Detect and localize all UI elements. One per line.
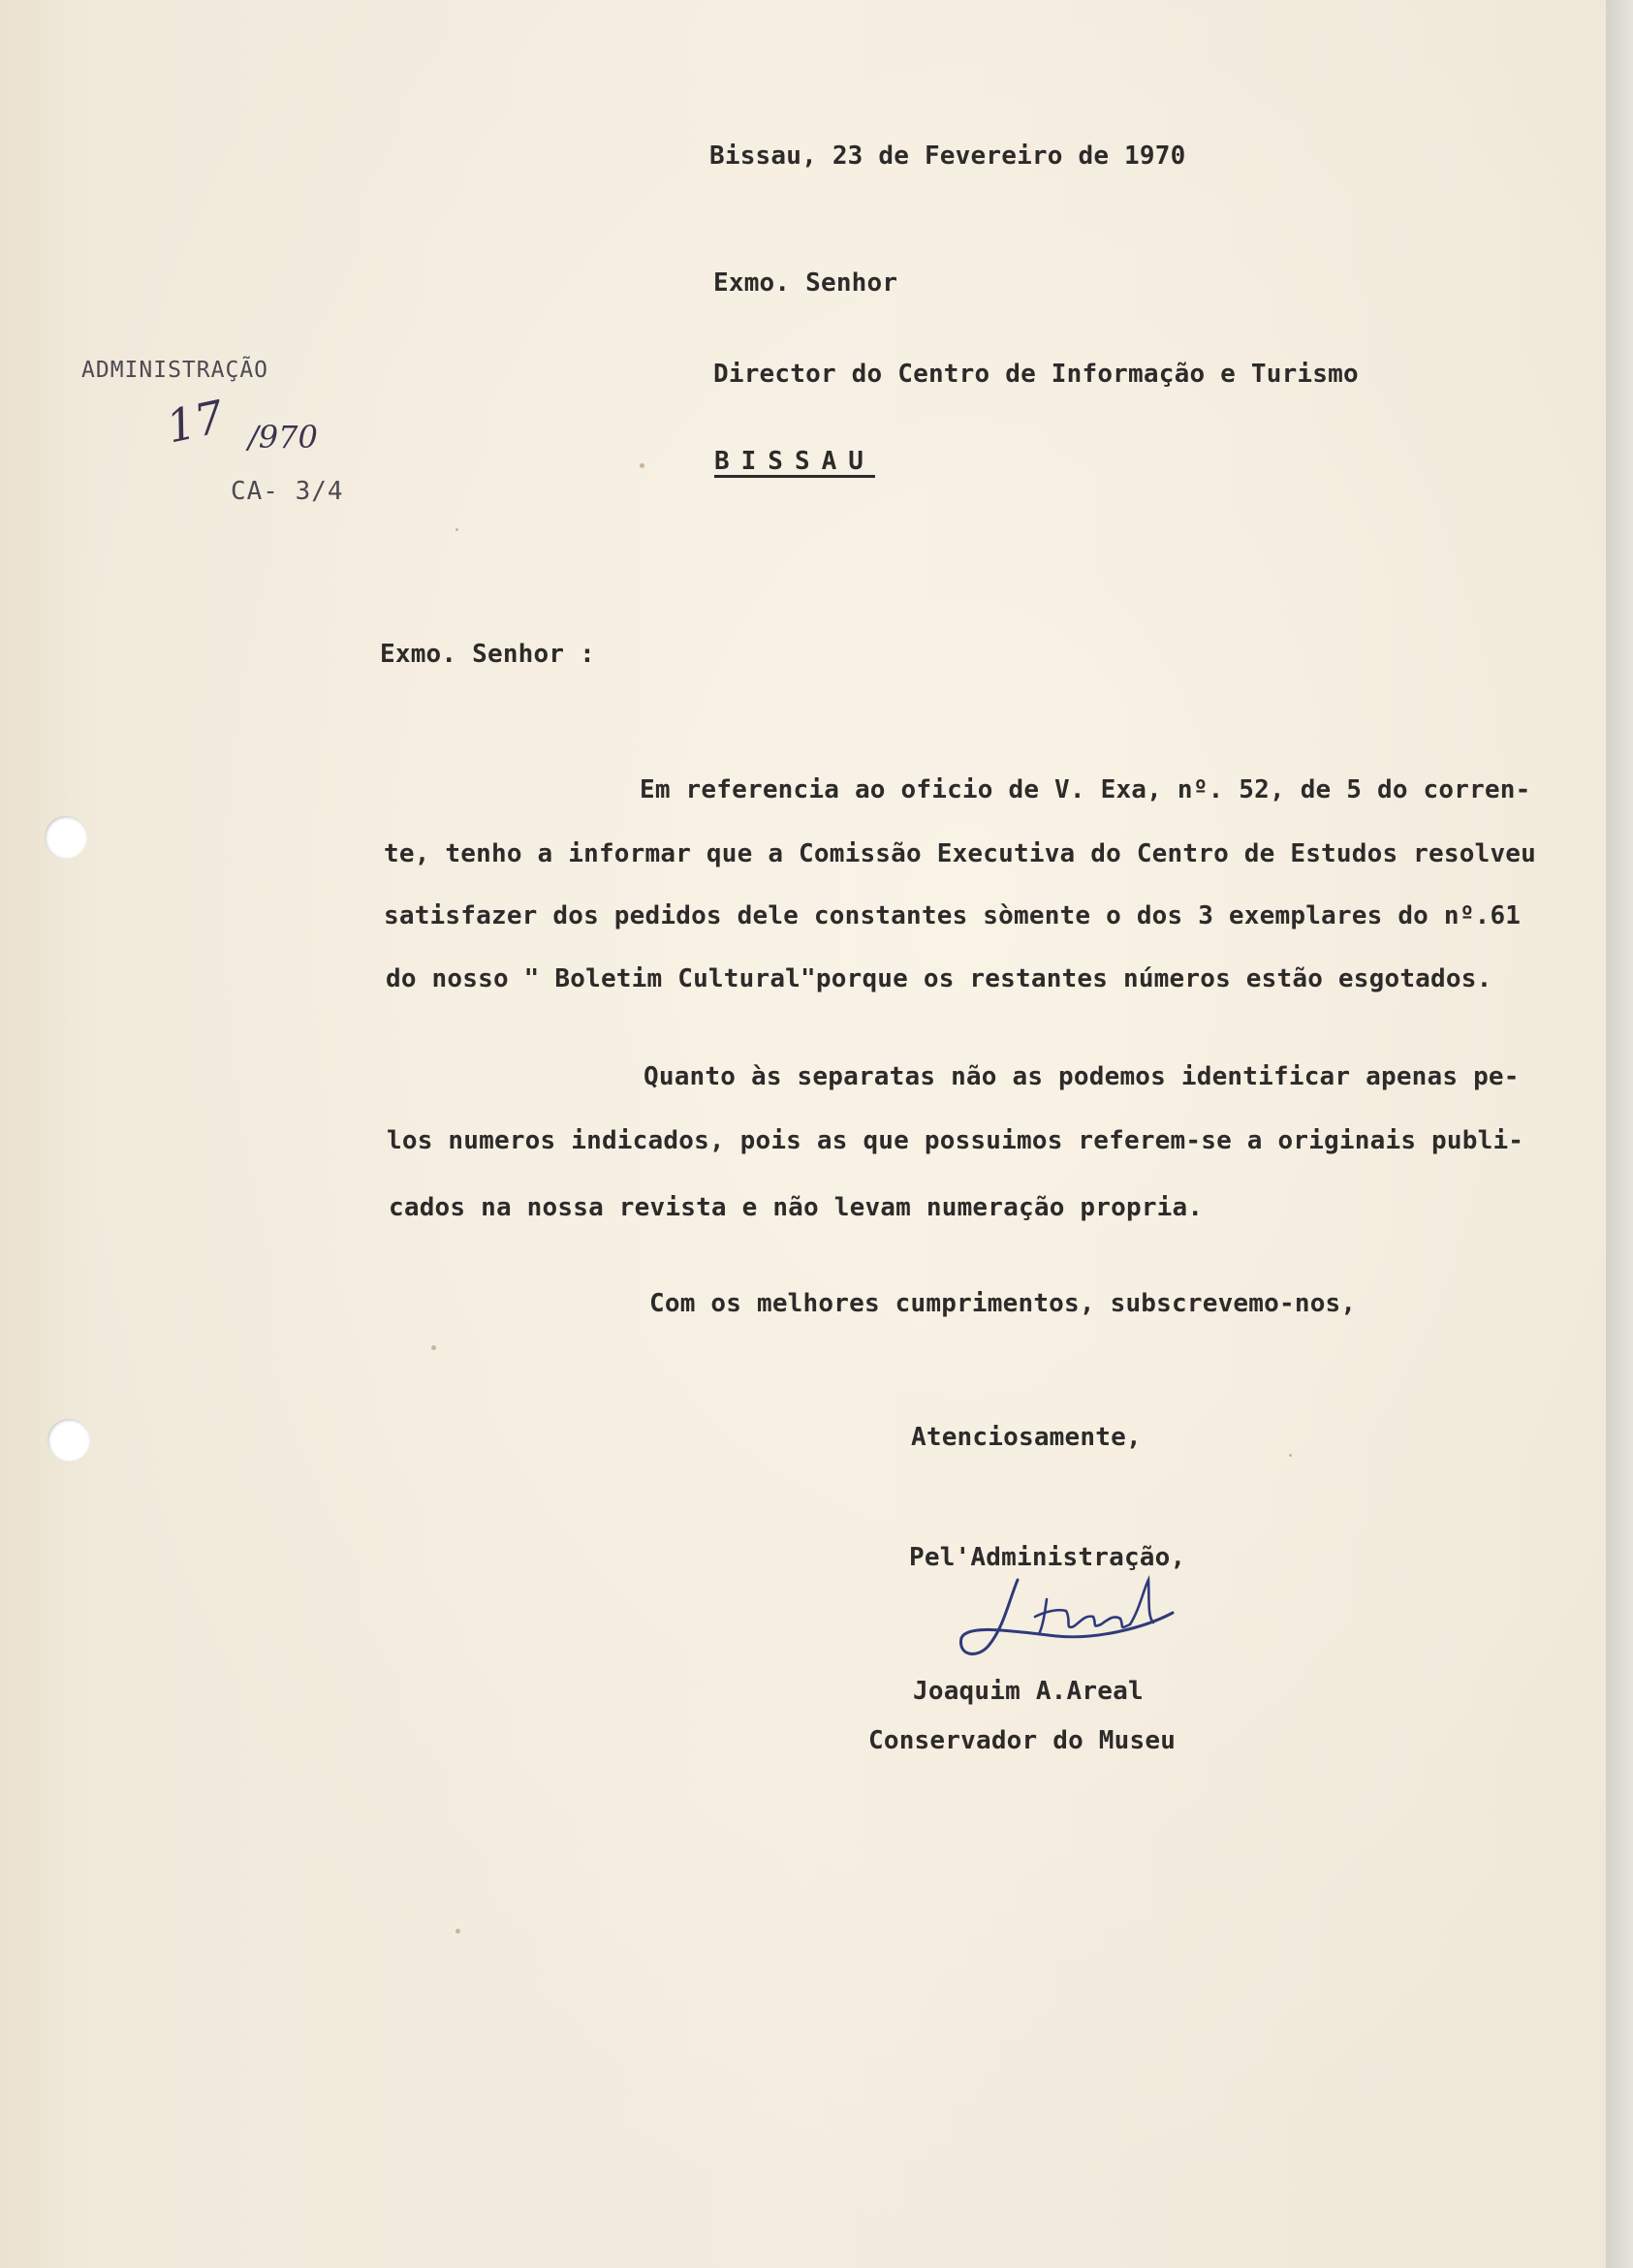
paper-speck (455, 528, 458, 531)
paragraph-2-line-3: cados na nossa revista e não levam numeração propria. (389, 1193, 1204, 1222)
closing-paragraph: Com os melhores cumprimentos, subscrevemo-nos, (649, 1289, 1357, 1318)
paper-speck (640, 463, 644, 468)
scan-margin (1606, 0, 1633, 2268)
paper-speck (455, 1929, 460, 1934)
paragraph-1-line-3: satisfazer dos pedidos dele constantes sòmente o dos 3 exemplares do nº.61 (384, 901, 1522, 930)
paper-speck (1289, 1454, 1292, 1457)
punch-hole-bottom (47, 1419, 90, 1462)
closing-on-behalf: Pel'Administração, (909, 1543, 1186, 1572)
reference-code: CA- 3/4 (231, 477, 344, 506)
signatory-title: Conservador do Museu (868, 1726, 1177, 1755)
letter-date: Bissau, 23 de Fevereiro de 1970 (709, 142, 1186, 171)
signatory-name: Joaquim A.Areal (913, 1677, 1144, 1706)
addressee-city: BISSAU (714, 447, 875, 476)
paragraph-1-line-4: do nosso " Boletim Cultural"porque os restantes números estão esgotados. (386, 964, 1492, 993)
addressee-salutation: Exmo. Senhor (713, 268, 898, 298)
punch-hole-top (45, 816, 87, 859)
paper-speck (431, 1345, 436, 1350)
addressee-title: Director do Centro de Informação e Turismo (713, 360, 1359, 389)
paragraph-2-line-1: Quanto às separatas não as podemos identificar apenas pe- (644, 1062, 1520, 1091)
handwritten-signature (950, 1560, 1202, 1667)
paragraph-1-line-2: te, tenho a informar que a Comissão Executiva do Centro de Estudos resolveu (384, 839, 1536, 868)
reference-number-handwritten: 17 (162, 390, 229, 454)
paragraph-2-line-2: los numeros indicados, pois as que possuimos referem-se a originais publi- (387, 1126, 1524, 1155)
closing-regards: Atenciosamente, (911, 1423, 1142, 1452)
department-stamp: ADMINISTRAÇÃO (81, 358, 269, 383)
paragraph-1-line-1: Em referencia ao oficio de V. Exa, nº. 52, de 5 do corren- (640, 775, 1531, 804)
reference-year: /970 (248, 419, 318, 456)
greeting: Exmo. Senhor : (380, 640, 595, 669)
